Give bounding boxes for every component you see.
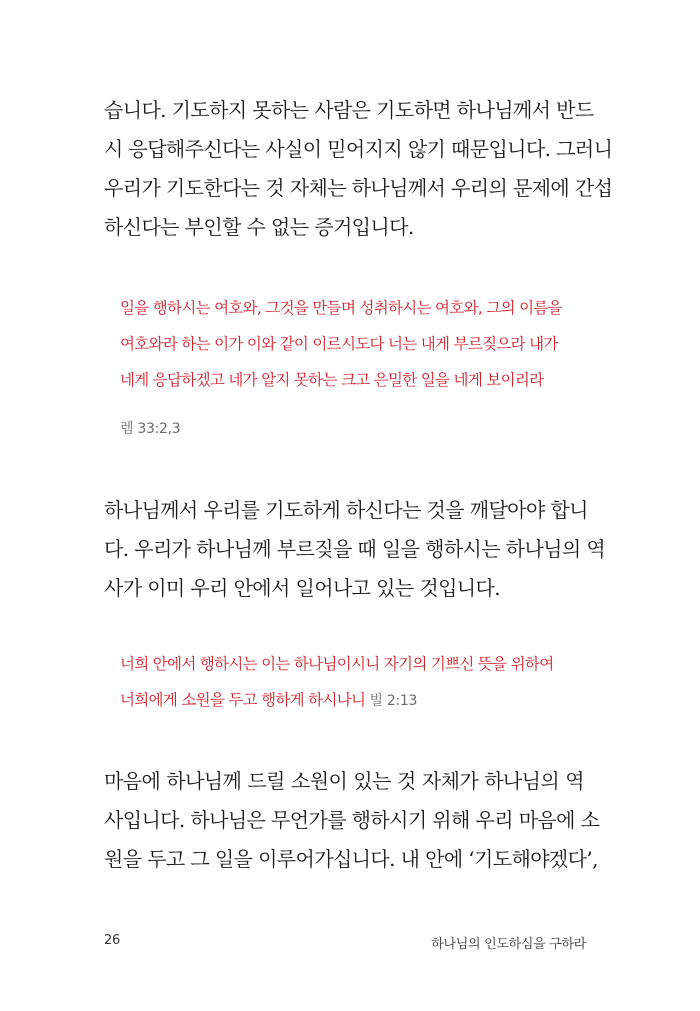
body-line: 다. 우리가 하나님께 부르짖을 때 일을 행하시는 하나님의 역 [104, 537, 606, 561]
quote-line-text: 너희에게 소원을 두고 행하게 하시나니 [120, 691, 366, 709]
body-paragraph-1 [104, 91, 613, 247]
scripture-quote-1 [120, 290, 590, 398]
quote-line: 네게 응답하겠고 네가 알지 못하는 크고 은밀한 일을 네게 보이리라 [120, 371, 544, 389]
body-line: 사입니다. 하나님은 무언가를 행하시기 위해 우리 마음에 소 [104, 808, 600, 832]
body-line: 마음에 하나님께 드릴 소원이 있는 것 자체가 하나님의 역 [104, 769, 584, 793]
body-line: 하신다는 부인할 수 없는 증거입니다. [104, 215, 414, 239]
body-line: 습니다. 기도하지 못하는 사람은 기도하면 하나님께서 반드 [104, 98, 594, 122]
running-footer-title: 하나님의 인도하심을 구하라 [431, 937, 586, 952]
quote-line [120, 682, 590, 719]
scripture-reference-2: 빌 2:13 [369, 693, 418, 709]
quote-line: 일을 행하시는 여호와, 그것을 만들며 성취하시는 여호와, 그의 이름을 [120, 299, 562, 317]
scripture-reference-1: 렘 33:2,3 [120, 421, 181, 437]
body-line: 시 응답해주신다는 사실이 믿어지지 않기 때문입니다. 그러니 [104, 137, 613, 161]
quote-line: 너희 안에서 행하시는 이는 하나님이시니 자기의 기쁘신 뜻을 위하여 [120, 655, 554, 673]
body-paragraph-3 [104, 762, 600, 879]
body-line: 사가 이미 우리 안에서 일어나고 있는 것입니다. [104, 576, 500, 600]
body-line: 우리가 기도한다는 것 자체는 하나님께서 우리의 문제에 간섭 [104, 176, 613, 200]
scripture-quote-2 [120, 646, 590, 719]
body-line: 하나님께서 우리를 기도하게 하신다는 것을 깨달아야 합니 [104, 498, 588, 522]
body-paragraph-2 [104, 491, 606, 608]
quote-line: 여호와라 하는 이가 이와 같이 이르시도다 너는 내게 부르짖으라 내가 [120, 335, 558, 353]
page-number: 26 [104, 933, 120, 948]
body-line: 원을 두고 그 일을 이루어가십니다. 내 안에 ‘기도해야겠다’, [104, 847, 598, 871]
